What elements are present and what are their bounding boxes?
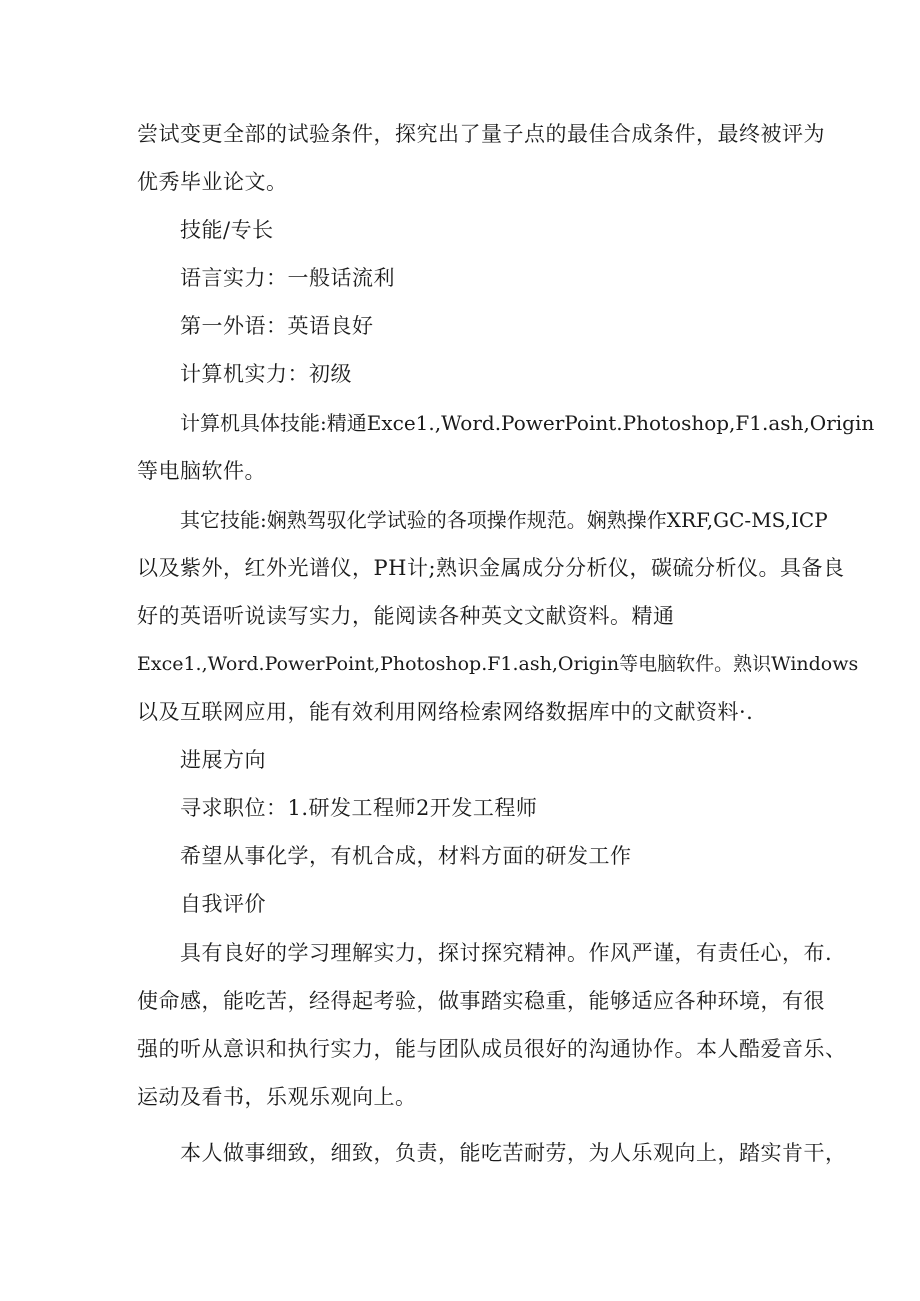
section-heading: 技能/专长: [180, 218, 274, 242]
text-line: 好的英语听说读写实力，能阅读各种英文文献资料。精通: [137, 604, 675, 628]
text-line: 等电脑软件。: [137, 459, 266, 483]
text-line: 希望从事化学，有机合成，材料方面的研发工作: [180, 844, 632, 868]
text-line: 计算机实力：初级: [180, 362, 352, 386]
text-line: 具有良好的学习理解实力，探讨探究精神。作风严谨，有责任心，布.: [180, 941, 833, 965]
text-line: 尝试变更全部的试验条件，探究出了量子点的最佳合成条件，最终被评为: [137, 122, 825, 146]
text-line: 运动及看书，乐观乐观向上。: [137, 1085, 417, 1109]
text-line: 以及互联网应用，能有效利用网络检索网络数据库中的文献资料·.: [137, 700, 754, 724]
text-line: 第一外语：英语良好: [180, 314, 374, 338]
text-line: 强的听从意识和执行实力，能与团队成员很好的沟通协作。本人酷爱音乐、: [137, 1037, 847, 1061]
text-line: 使命感，能吃苦，经得起考验，做事踏实稳重，能够适应各种环境，有很: [137, 989, 825, 1013]
text-line: 优秀毕业论文。: [137, 170, 288, 194]
section-heading: 自我评价: [180, 892, 266, 916]
text-line: 语言实力：一般话流利: [180, 266, 395, 290]
text-line: Exce1.,Word.PowerPoint,Photoshop.F1.ash,Origin等电脑软件。熟识Windows: [137, 653, 859, 675]
text-line: 本人做事细致，细致，负责，能吃苦耐劳，为人乐观向上，踏实肯干，: [180, 1141, 847, 1165]
text-line: 以及紫外，红外光谱仪，PH计;熟识金属成分分析仪，碳硫分析仪。具备良: [137, 556, 845, 580]
text-line: 计算机具体技能:精通Exce1.,Word.PowerPoint.Photoshop,F1.ash,Origin: [180, 411, 875, 435]
text-line: 其它技能:娴熟驾驭化学试验的各项操作规范。娴熟操作XRF,GC-MS,ICP: [180, 508, 828, 532]
text-line: 寻求职位：1.研发工程师2开发工程师: [180, 796, 538, 820]
section-heading: 进展方向: [180, 748, 266, 772]
